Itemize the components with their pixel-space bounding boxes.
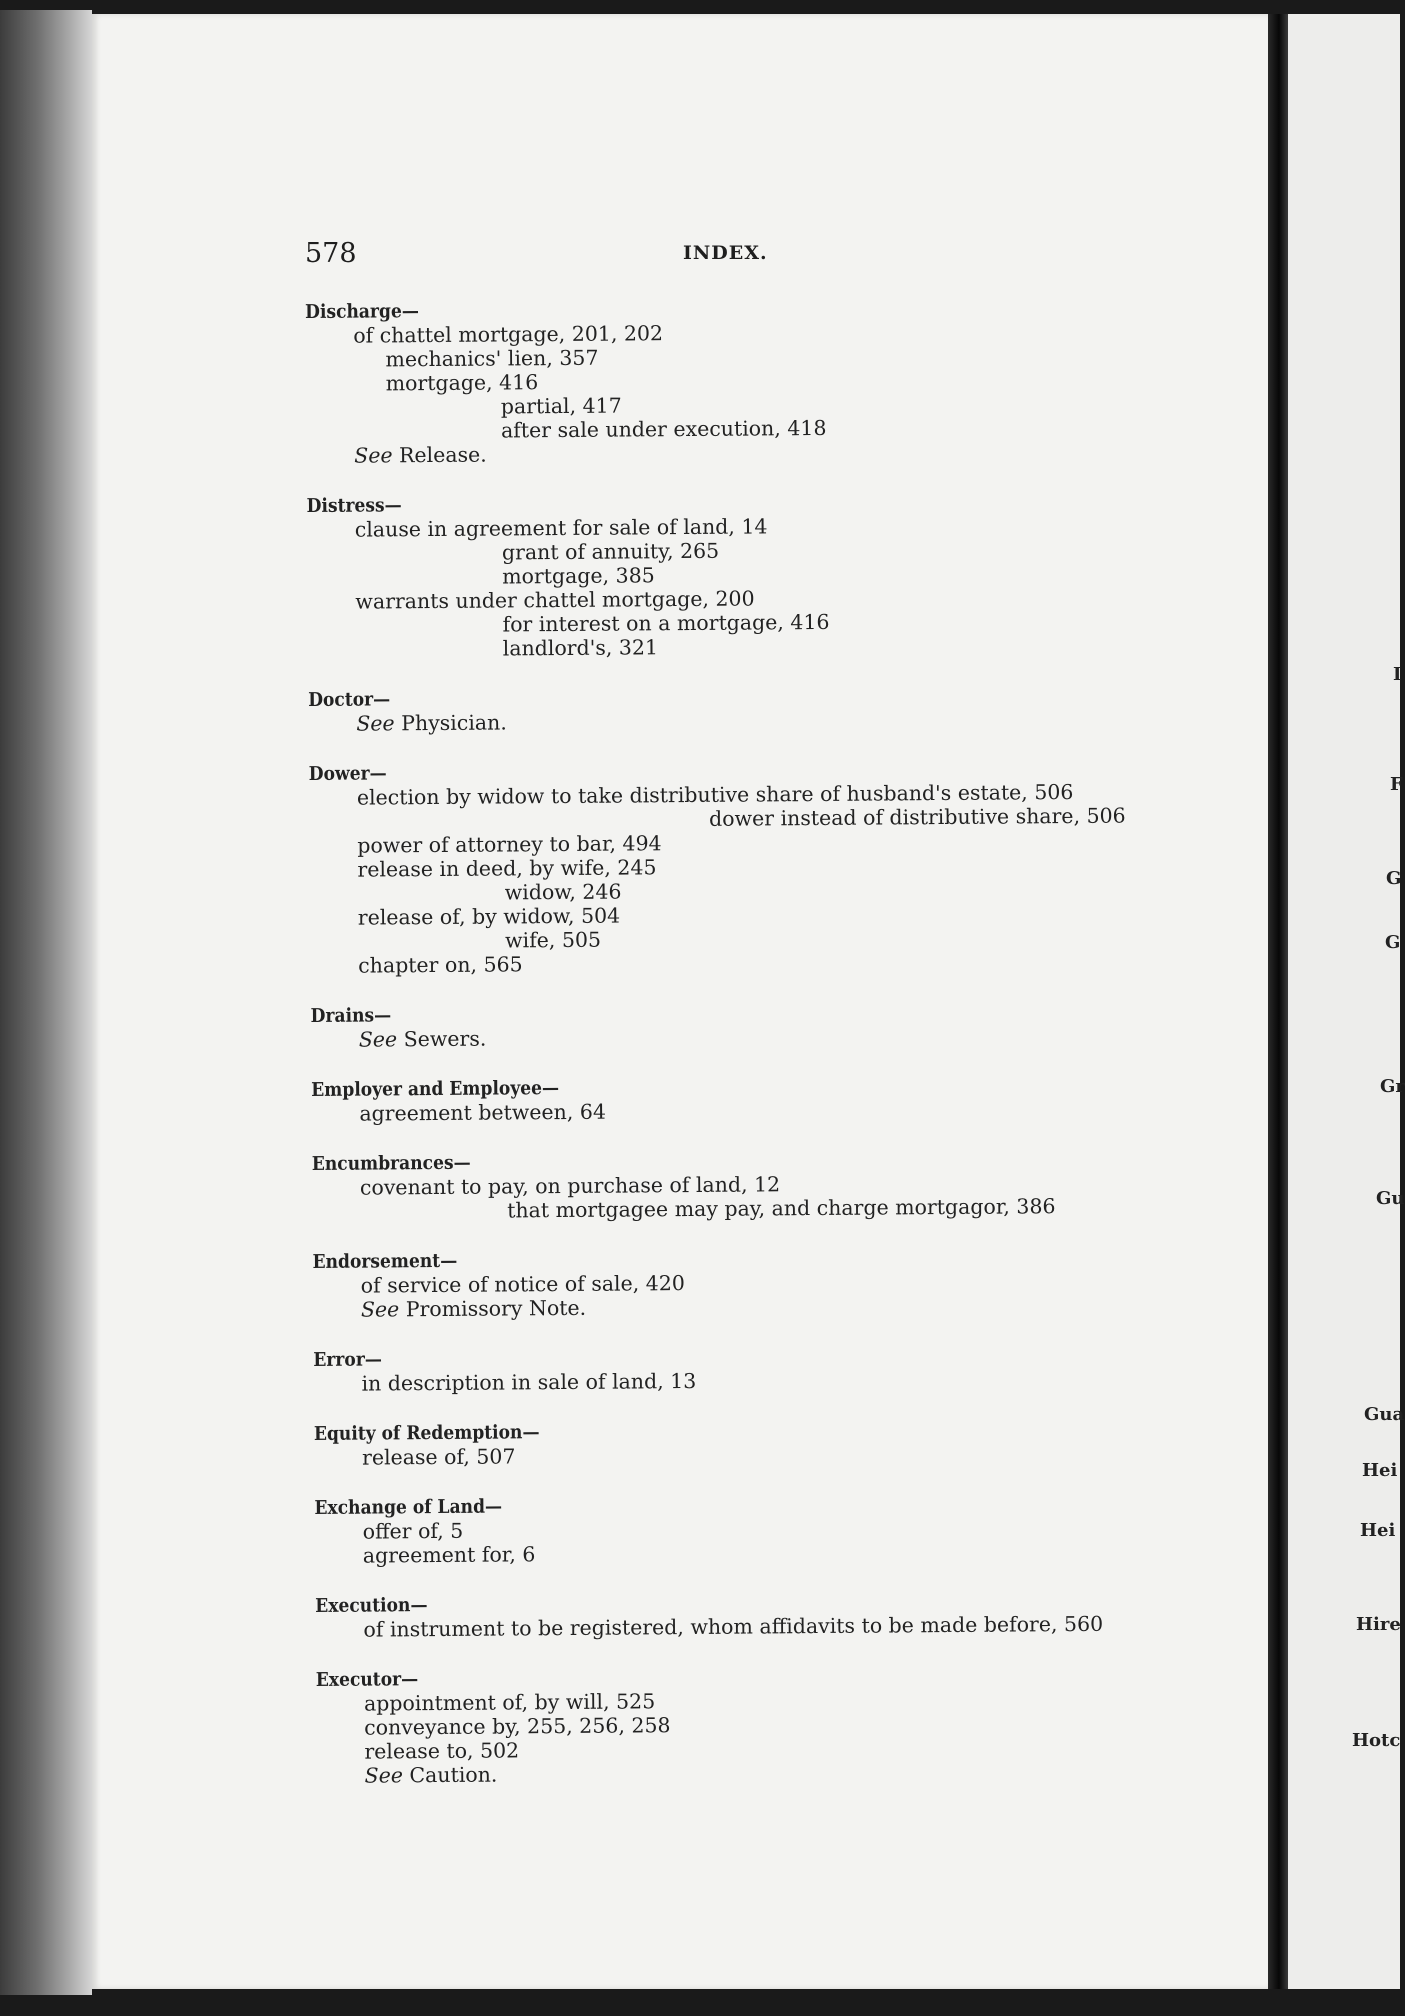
- see-label: See: [356, 711, 395, 736]
- entry-subline: dower instead of distributive share, 506: [708, 803, 1126, 831]
- index-entry: [314, 1415, 1214, 1470]
- facing-page-fragment: Gua: [1364, 1404, 1405, 1425]
- entry-subline: offer of, 5: [362, 1518, 464, 1544]
- entry-subline: release to, 502: [364, 1738, 520, 1764]
- entry-heading: Error—: [313, 1348, 382, 1371]
- see-label: See: [354, 443, 393, 468]
- entry-heading: Drains—: [310, 1004, 392, 1027]
- see-label: See: [360, 1297, 400, 1322]
- entry-subline: partial, 417: [500, 393, 622, 419]
- entry-subline: power of attorney to bar, 494: [357, 831, 662, 858]
- entry-subline: mortgage, 385: [502, 563, 655, 589]
- page-header: [305, 238, 775, 278]
- entry-subline: landlord's, 321: [502, 635, 659, 661]
- entry-subline: conveyance by, 255, 256, 258: [364, 1713, 671, 1740]
- book-page-edges: [0, 10, 92, 1995]
- entry-subline: after sale under execution, 418: [500, 415, 827, 443]
- entry-subline: chapter on, 565: [358, 952, 523, 978]
- entry-subline: of instrument to be registered, whom affidavits to be made before, 560: [363, 1611, 1104, 1642]
- facing-page-fragment: G: [1385, 932, 1401, 953]
- index-entry: [315, 1587, 1215, 1642]
- entry-subline: clause in agreement for sale of land, 14: [354, 514, 768, 542]
- facing-page-fragment: I: [1393, 664, 1402, 685]
- entry-heading: Execution—: [315, 1594, 428, 1617]
- entry-heading: Equity of Redemption—: [313, 1421, 540, 1445]
- entry-subline: wife, 505: [504, 927, 602, 953]
- index-entry: [312, 1243, 1213, 1322]
- see-label: See: [358, 1027, 398, 1052]
- index-entry: [316, 1661, 1217, 1788]
- entry-subline: of chattel mortgage, 201, 202: [353, 321, 664, 348]
- entry-subline: release of, by widow, 504: [357, 903, 621, 930]
- entry-subline: of service of notice of sale, 420: [360, 1271, 685, 1298]
- entry-subline: agreement between, 64: [359, 1099, 607, 1126]
- running-head: INDEX.: [683, 242, 768, 264]
- entry-heading: Dower—: [308, 762, 387, 785]
- facing-page-fragment: Hei: [1360, 1520, 1396, 1541]
- entry-heading: Discharge—: [305, 300, 419, 323]
- entry-subline: mechanics' lien, 357: [385, 345, 599, 372]
- index-entry: [307, 487, 1208, 662]
- entry-subline: grant of annuity, 265: [501, 538, 720, 565]
- facing-page-fragment: Hire: [1356, 1614, 1401, 1635]
- index-entry: [312, 1145, 1213, 1224]
- entry-subline: for interest on a mortgage, 416: [502, 609, 830, 637]
- entry-subline: in description in sale of land, 13: [361, 1368, 697, 1396]
- page-number: 578: [305, 238, 357, 269]
- entry-subline: mortgage, 416: [385, 370, 539, 396]
- entry-heading: Employer and Employee—: [311, 1077, 560, 1101]
- see-target: Caution.: [402, 1762, 498, 1788]
- see-target: Sewers.: [397, 1026, 487, 1052]
- entry-heading: Doctor—: [308, 688, 391, 711]
- entry-heading: Endorsement—: [312, 1249, 458, 1273]
- entry-subline: agreement for, 6: [362, 1542, 536, 1568]
- index-entry: [308, 681, 1208, 736]
- facing-page-fragment: Gu: [1376, 1188, 1405, 1209]
- index-entry: [311, 1071, 1211, 1126]
- see-label: See: [364, 1763, 403, 1788]
- book-gutter: [1268, 14, 1288, 1989]
- entry-subline: widow, 246: [504, 879, 622, 905]
- entry-subline: that mortgagee may pay, and charge mortgagor, 386: [507, 1194, 1056, 1223]
- entry-subline: appointment of, by will, 525: [363, 1689, 656, 1716]
- facing-page-fragment: Hei: [1362, 1460, 1398, 1481]
- facing-page-fragment: G: [1386, 868, 1402, 889]
- entry-heading: Exchange of Land—: [314, 1495, 503, 1519]
- index-entries: [305, 293, 1217, 1814]
- facing-page: [1288, 14, 1400, 1989]
- index-entry: [314, 1489, 1215, 1568]
- index-entry: [313, 1341, 1213, 1396]
- index-entry: [305, 293, 1206, 468]
- entry-subline: covenant to pay, on purchase of land, 12: [359, 1172, 781, 1200]
- see-target: Promissory Note.: [399, 1295, 587, 1322]
- see-target: Release.: [392, 442, 487, 468]
- entry-heading: Encumbrances—: [311, 1151, 471, 1175]
- facing-page-fragment: Hotc: [1352, 1730, 1401, 1751]
- index-entry: [311, 997, 1211, 1052]
- entry-heading: Distress—: [306, 494, 402, 517]
- entry-subline: release of, 507: [361, 1444, 516, 1470]
- entry-subline: warrants under chattel mortgage, 200: [355, 586, 755, 614]
- entry-subline: election by widow to take distributive share of husband's estate, 506: [356, 779, 1074, 810]
- entry-heading: Executor—: [315, 1668, 419, 1691]
- see-target: Physician.: [394, 710, 507, 736]
- facing-page-fragment: Gr: [1380, 1076, 1405, 1097]
- facing-page-fragment: F: [1390, 774, 1403, 795]
- entry-subline: release in deed, by wife, 245: [357, 855, 657, 882]
- index-entry: [309, 755, 1211, 978]
